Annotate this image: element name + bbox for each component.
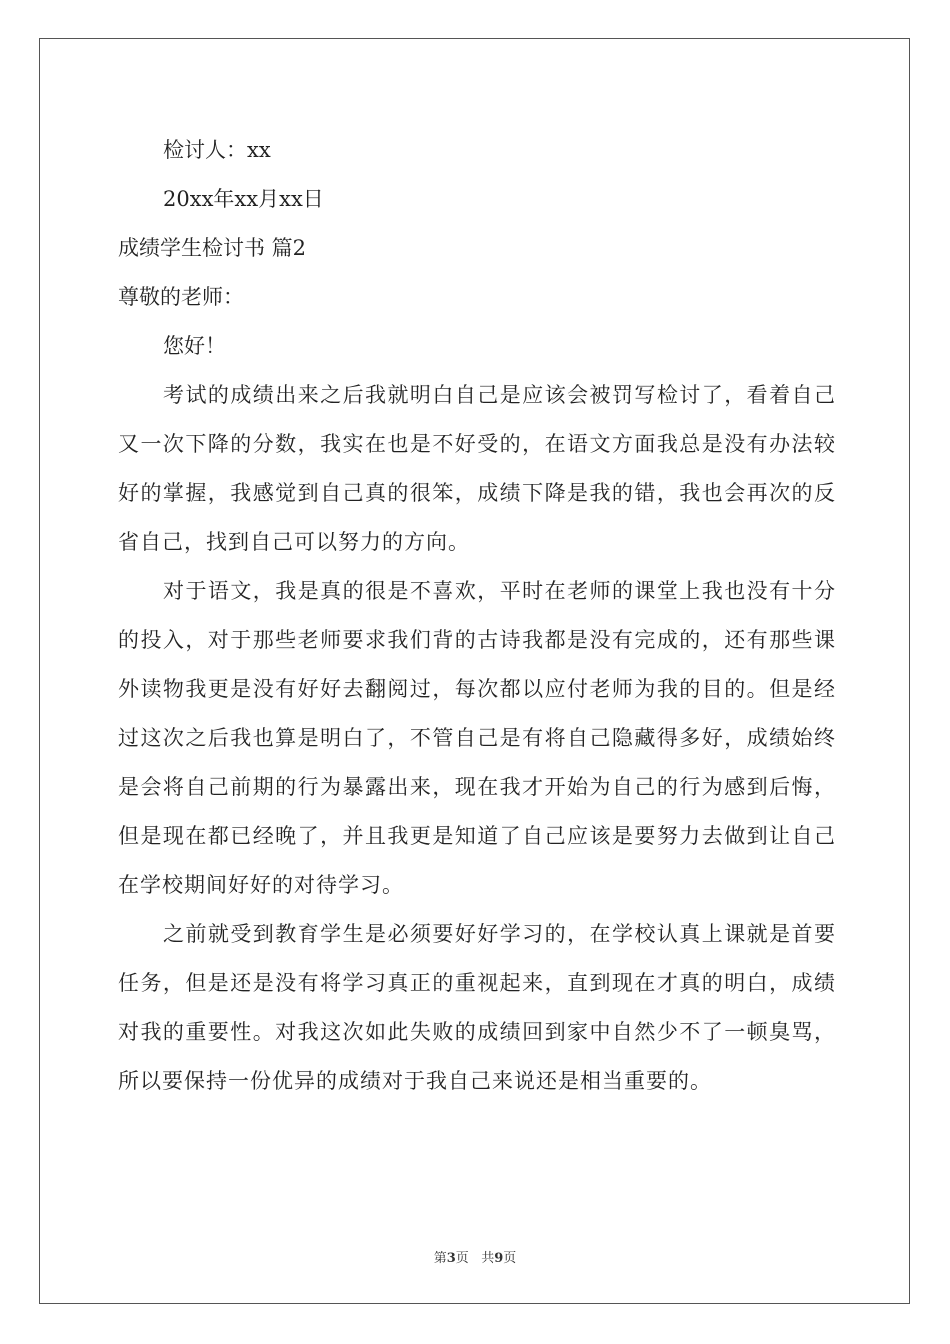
total-page-number: 9 — [494, 1251, 504, 1266]
current-page-number: 3 — [446, 1251, 456, 1266]
page-suffix: 页 — [455, 1251, 469, 1266]
page-prefix: 第 — [433, 1251, 447, 1266]
date-line: 20xx年xx月xx日 — [163, 187, 324, 211]
reviewer-line: 检讨人：xx — [163, 138, 271, 162]
section-title: 成绩学生检讨书 篇2 — [118, 236, 307, 260]
document-body — [118, 126, 836, 1106]
total-prefix: 共 — [481, 1251, 495, 1266]
salutation: 尊敬的老师： — [118, 285, 244, 309]
total-suffix: 页 — [503, 1251, 517, 1266]
page-footer — [0, 1247, 950, 1266]
greeting: 您好！ — [163, 334, 226, 358]
paragraph-2: 对于语文，我是真的很是不喜欢，平时在老师的课堂上我也没有十分的投入，对于那些老师要求我们背的古诗我都是没有完成的，还有那些课外读物我更是没有好好去翻阅过，每次都以应付老师为我的目的。但是经过这次之后我也算是明白了，不管自己是有将自己隐藏得多好，成绩始终是会将自己前期的行为暴露出来，现在我才开始为自己的行为感到后悔，但是现在都已经晚了，并且我更是知道了自己应该是要努力去做到让自己在学校期间好好的对待学习。 — [118, 579, 836, 897]
paragraph-1: 考试的成绩出来之后我就明白自己是应该会被罚写检讨了，看着自己又一次下降的分数，我实在也是不好受的，在语文方面我总是没有办法较好的掌握，我感觉到自己真的很笨，成绩下降是我的错，我也会再次的反省自己，找到自己可以努力的方向。 — [118, 383, 836, 554]
paragraph-3: 之前就受到教育学生是必须要好好学习的，在学校认真上课就是首要任务，但是还是没有将学习真正的重视起来，直到现在才真的明白，成绩对我的重要性。对我这次如此失败的成绩回到家中自然少不了一顿臭骂，所以要保持一份优异的成绩对于我自己来说还是相当重要的。 — [118, 922, 836, 1093]
